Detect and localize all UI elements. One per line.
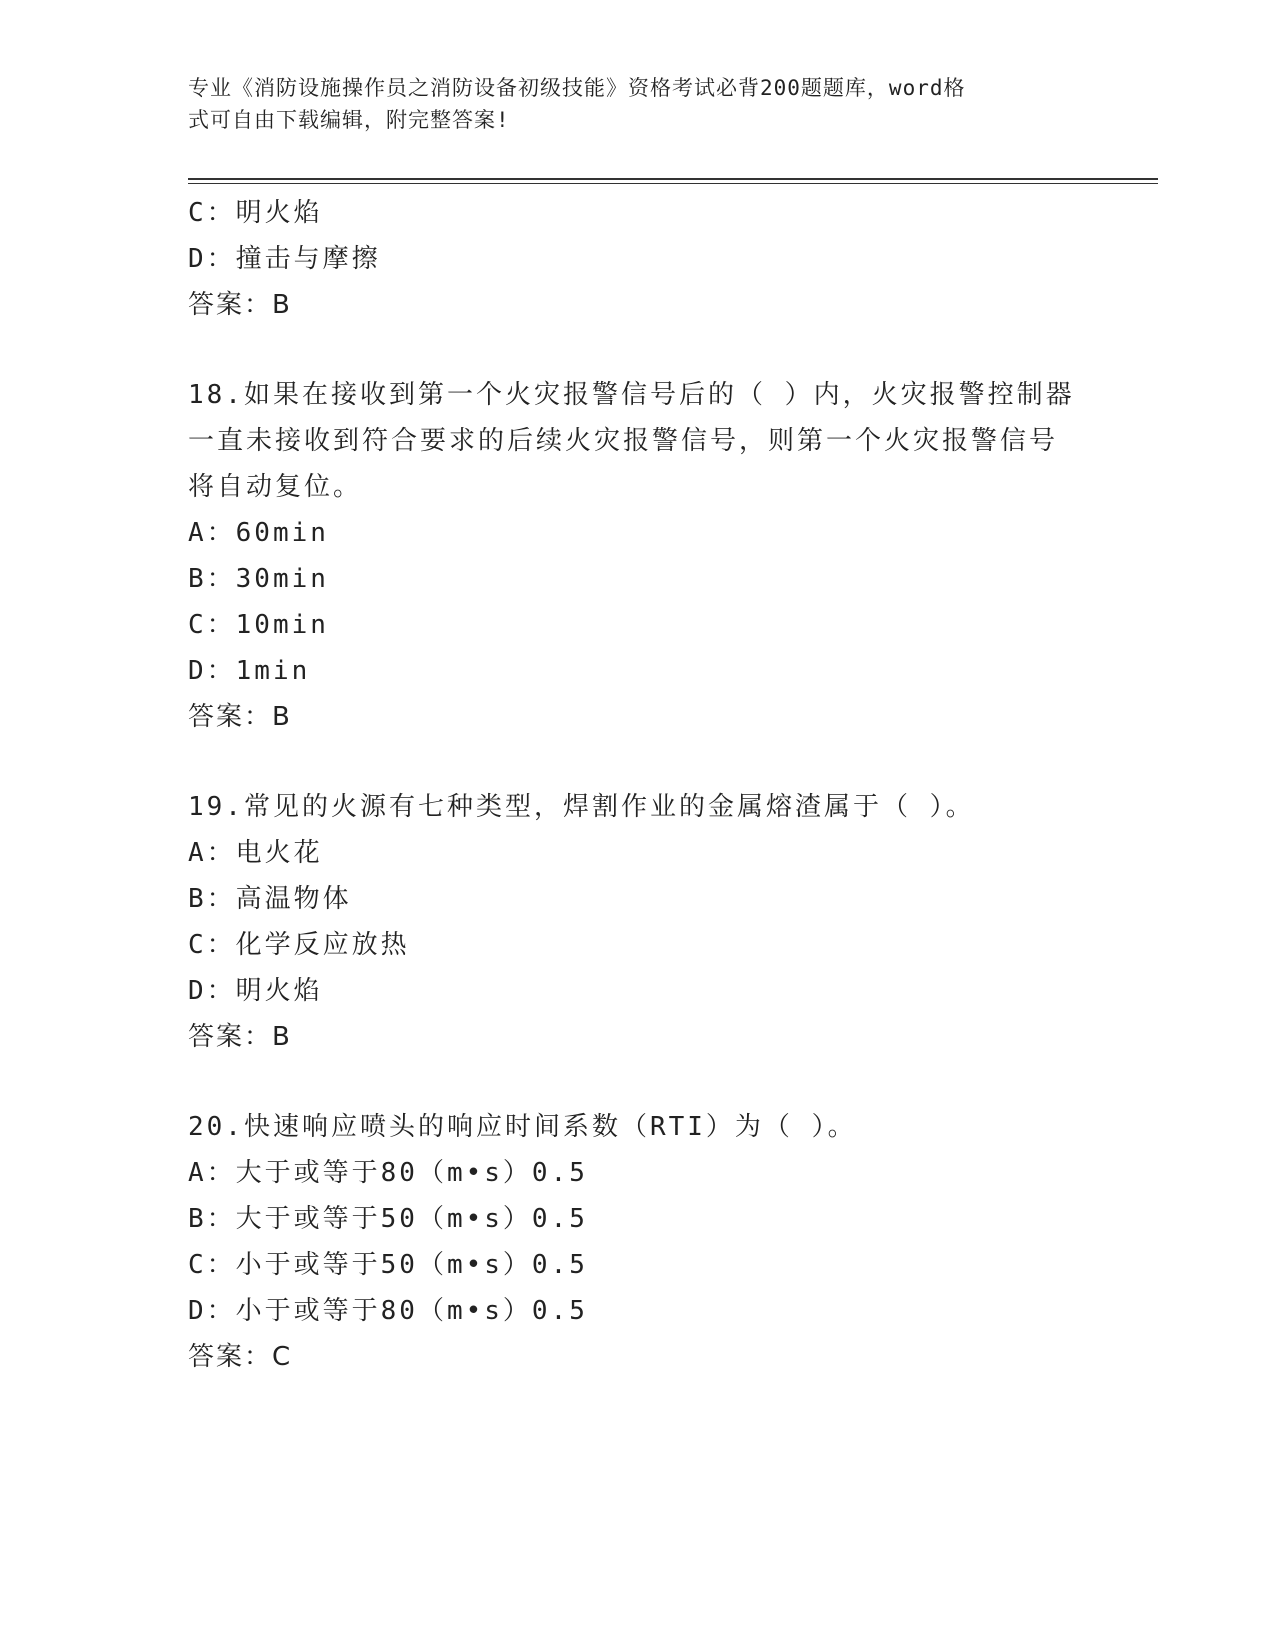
header-line-2: 式可自由下载编辑，附完整答案!	[188, 108, 510, 132]
document-header	[188, 72, 1068, 136]
question-stem-line: 一直未接收到符合要求的后续火灾报警信号，则第一个火灾报警信号	[188, 426, 1059, 456]
option-c: C：化学反应放热	[188, 930, 410, 960]
option-d: D：明火焰	[188, 976, 323, 1006]
option-c: C：10min	[188, 610, 329, 640]
option-c: C：小于或等于50（m•s）0.5	[188, 1250, 588, 1280]
spacer	[188, 740, 1088, 784]
answer-line: 答案：B	[188, 702, 292, 732]
question-list	[188, 190, 1088, 1380]
option-c: C：明火焰	[188, 198, 323, 228]
option-a: A：电火花	[188, 838, 323, 868]
option-a: A：大于或等于80（m•s）0.5	[188, 1158, 588, 1188]
question-stem-line: 20.快速响应喷头的响应时间系数（RTI）为（ ）。	[188, 1112, 857, 1142]
spacer	[188, 328, 1088, 372]
header-divider-thick	[188, 178, 1158, 180]
answer-line: 答案：B	[188, 290, 292, 320]
question-18	[188, 372, 1088, 740]
question-stem-line: 19.常见的火源有七种类型，焊割作业的金属熔渣属于（ ）。	[188, 792, 975, 822]
option-b: B：30min	[188, 564, 329, 594]
question-stem-line: 18.如果在接收到第一个火灾报警信号后的（ ）内，火灾报警控制器	[188, 380, 1075, 410]
spacer	[188, 1060, 1088, 1104]
answer-line: 答案：C	[188, 1342, 293, 1372]
header-divider-thin	[188, 183, 1158, 184]
question-stem-line: 将自动复位。	[188, 472, 363, 502]
option-d: D：小于或等于80（m•s）0.5	[188, 1296, 588, 1326]
question-17-continued	[188, 190, 1088, 328]
option-b: B：高温物体	[188, 884, 352, 914]
question-19	[188, 784, 1088, 1060]
header-line-1: 专业《消防设施操作员之消防设备初级技能》资格考试必背200题题库，word格	[188, 76, 966, 100]
option-a: A：60min	[188, 518, 329, 548]
question-20	[188, 1104, 1088, 1380]
option-b: B：大于或等于50（m•s）0.5	[188, 1204, 588, 1234]
option-d: D：撞击与摩擦	[188, 244, 381, 274]
option-d: D：1min	[188, 656, 311, 686]
answer-line: 答案：B	[188, 1022, 292, 1052]
